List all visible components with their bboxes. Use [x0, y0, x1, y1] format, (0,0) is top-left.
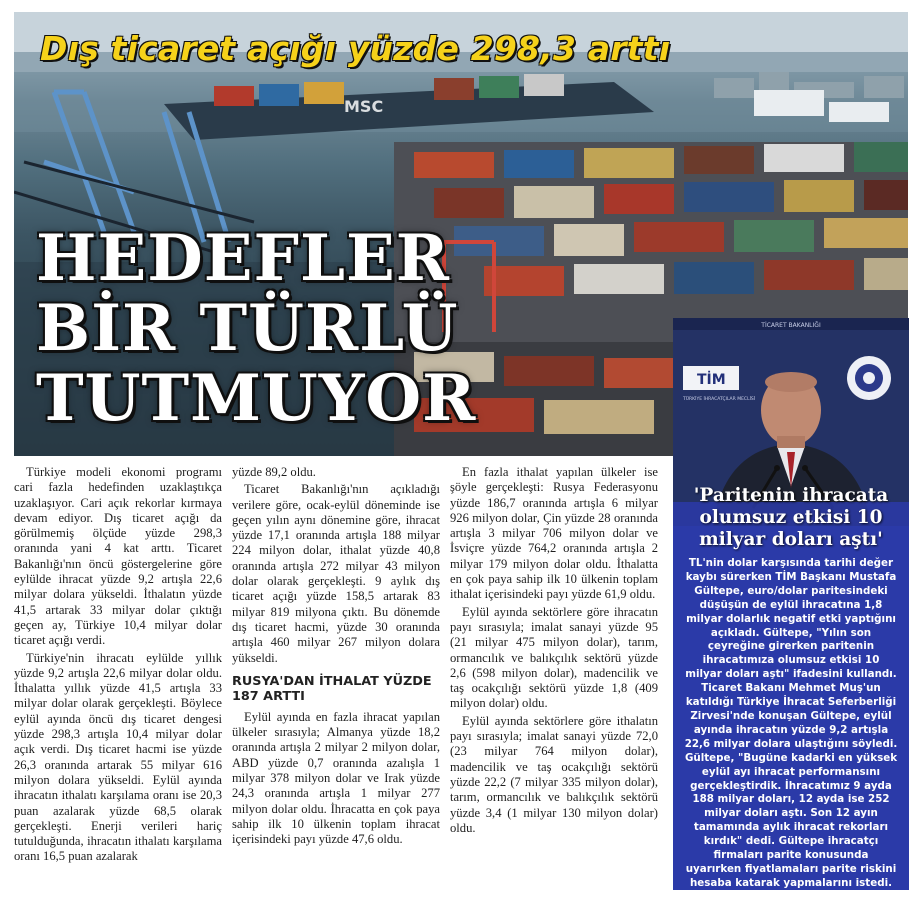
sidebar-box — [673, 318, 909, 890]
paragraph: Türkiye modeli ekonomi programı cari fazla hedefinden uzaklaştıkça uzaklaşıyor. Cari açık rekorlar kırmaya devam ediyor. Dış ticaret açığı da görülmemiş ölçüde yüzde 298,3 oranında yani 4 kat arttı. Ticaret Bakanlığı'nın öncü göstergelerine göre eylülde ihracat yüzde 9,2 artışla 22,6 milyar dolara yükseldi. İthalatın yüzde 41,5 artarak 33 milyar dolar çıktığı geçen ay, Türkiye 10,4 milyar dolar ticaret açığı verdi. — [14, 465, 222, 648]
paragraph: Ticaret Bakanlığı'nın açıkladığı verilere göre, ocak-eylül döneminde ise geçen yılın aynı dönemine göre, ihracat yüzde 17,1 oranında artışla 188 milyar 224 milyon dolar, ithalat yüzde 40,8 oranında artışla 272 milyar 43 milyon dolar olarak gerçekleşti. 9 aylık dış ticaret açığı yüzde 158,5 artarak 83 milyar 819 milyona çıktı. Bu dönemde dış ticaret hacmi, yüzde 30 oranında artışla 460 milyar 267 milyon dolara yükseldi. — [232, 482, 440, 665]
paragraph: En fazla ithalat yapılan ülkeler ise şöyle gerçekleşti: Rusya Federasyonu yüzde 186,7 oranında artışla 6 milyar 926 milyon dolar, Çin yüzde 28 oranında artışla 3 milyar 706 milyon dolar ve İsviçre yüzde 764,2 oranında artışla 2 milyar 179 milyon dolar oldu. İthalatta en çok paya sahip ilk 10 ülkenin toplam ithalat içerisindeki payı yüzde 61,9 oldu. — [450, 465, 658, 602]
sidebar-body: TL'nin dolar karşısında tarihi değer kaybı sürerken TİM Başkanı Mustafa Gültepe, euro/dolar paritesindeki düşüşün de eylül ihracatına 1,8 milyar dolarlık negatif etki yaptığını açıkladı. Gültepe, "Yılın son çeyreğine girerken paritenin ihracatımıza olumsuz etkisi 10 milyar doları aştı" ifadesini kullandı. Ticaret Bakanı Mehmet Muş'un katıldığı Türkiye İhracat Seferberliği Zirvesi'nde konuşan Gültepe, eylül ayında ihracatın yüzde 9,2 artışla 22,6 milyar dolara ulaştığını söyledi. Gültepe, "Bugüne kadarki en yüksek eylül ayı ihracat performansını gerçekleştirdik. İhracatımız 9 ayda 188 milyar doları, 12 ayda ise 252 milyar doları aştı. Son 12 ayın tamamında aylık ihracat rekorları kırdık" dedi. Gültepe ihracatçı firmaları parite konusunda uyarırken fiyatlamaları parite riskini hesaba katarak yapmalarını istedi. — [684, 557, 898, 889]
kicker-headline: Dış ticaret açığı yüzde 298,3 arttı — [40, 29, 671, 68]
headline-line-2: BİR TÜRLÜ — [36, 291, 459, 366]
paragraph: Türkiye'nin ihracatı eylülde yıllık yüzde 9,2 artışla 22,6 milyar dolar oldu. İthalatta yıllık yüzde 41,5 artışla 33 milyar dolar olarak gerçekleşti. Böylece eylül ayında öncü dış ticaret dengesi yüzde 298,3 artışla 10,4 milyar dolar açık verdi. Dış ticaret hacmi ise yüzde 26,3 oranında artarak 55 milyar 616 milyon dolara yükseldi. Eylül ayında ihracatın ithalatı karşılama oranı ise 20,3 puan azalarak yüzde 68,5 olarak gerçekleşti. Enerji verileri hariç tutulduğunda, ihracatın ithalatı karşılama oranı 16,5 puan azalarak — [14, 650, 222, 864]
ship-label: MSC — [344, 97, 384, 116]
article-column-1 — [14, 465, 222, 867]
tim-logo-subtitle: TÜRKİYE İHRACATÇILAR MECLİSİ — [683, 397, 756, 402]
tim-logo-text: TİM — [697, 372, 726, 388]
backdrop-text: TİCARET BAKANLIĞI — [761, 322, 821, 329]
main-headline — [36, 221, 477, 436]
paragraph: Eylül ayında sektörlere göre ithalatın payı sırasıyla; imalat sanayi yüzde 72,0 (23 milyar 764 milyon dolar), madencilik ve taş ocakçılığı sektörü yüzde 22,2 (7 milyar 335 milyon dolar), tarım, ormancılık ve balıkçılık sektörü yüzde 3,4 (1 milyar 130 milyon dolar) oldu. — [450, 713, 658, 835]
headline-line-3: TUTMUYOR — [36, 361, 477, 436]
paragraph: yüzde 89,2 oldu. — [232, 465, 316, 479]
sidebar-title: 'Paritenin ihracata olumsuz etkisi 10 milyar doları aştı' — [693, 485, 889, 550]
article-column-2 — [232, 465, 440, 850]
headline-line-1: HEDEFLER — [36, 221, 450, 296]
paragraph: Eylül ayında sektörlere göre ihracatın payı sırasıyla; imalat sanayi yüzde 95 (21 milyar 475 milyon dolar), tarım, ormancılık ve balıkçılık sektörü yüzde 2,6 (598 milyon dolar), madencilik ve taş ocakçılığı sektörü yüzde 1,8 (409 milyon dolar) oldu. — [450, 604, 658, 711]
section-subheading: RUSYA'DAN İTHALAT YÜZDE 187 ARTTI — [232, 673, 432, 704]
paragraph: Eylül ayında en fazla ihracat yapılan ülkeler sırasıyla; Almanya yüzde 18,2 oranında artışla 2 milyar 2 milyon dolar, ABD yüzde 0,7 oranında azalışla 1 milyar 378 milyon dolar ve Irak yüzde 24,3 oranında artışla 1 milyar 277 milyon dolar oldu. İhracatta en çok paya sahip ilk 10 ülkenin toplam ihracat içerisindeki payı yüzde 47,6 oldu. — [232, 709, 440, 847]
article-body — [14, 465, 664, 903]
article-column-3 — [450, 465, 658, 838]
